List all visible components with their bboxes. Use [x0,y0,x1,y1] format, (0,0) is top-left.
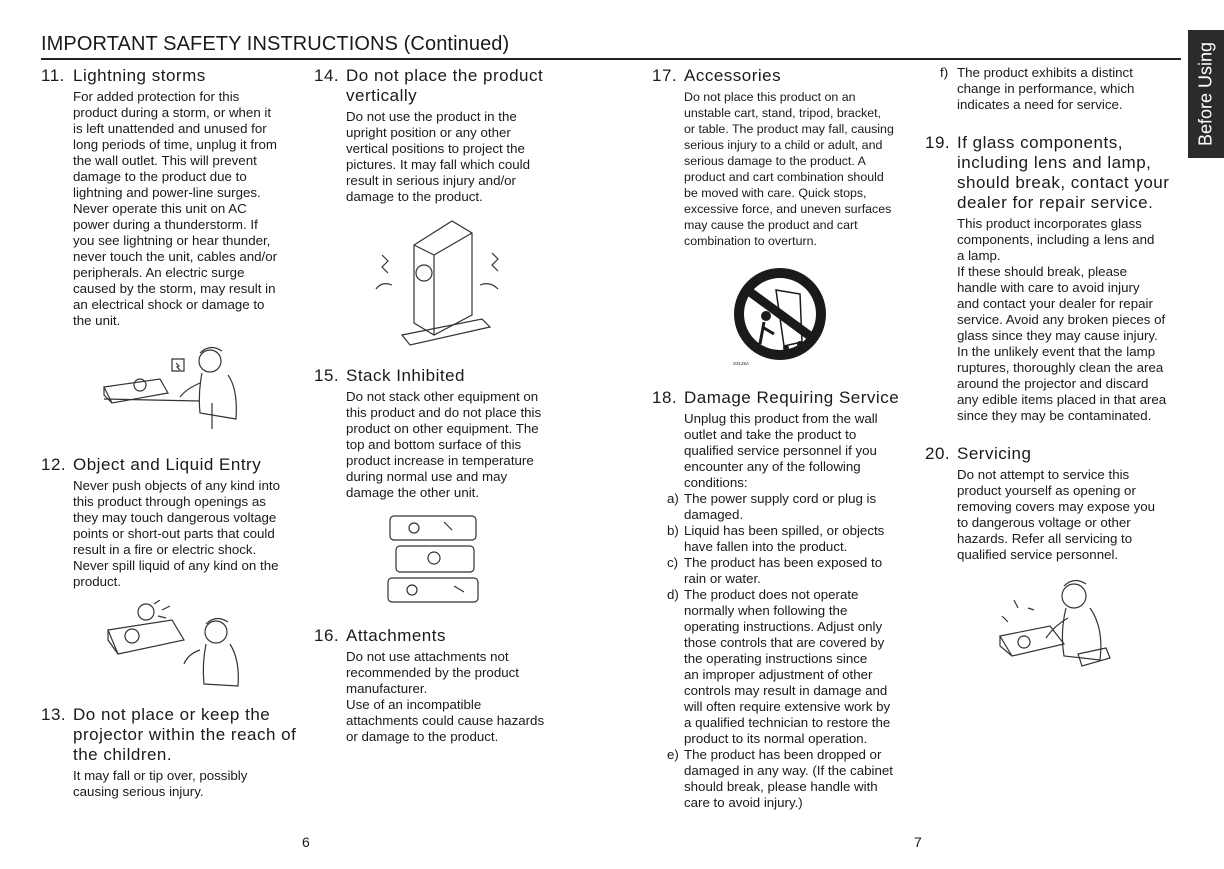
section-11 [41,66,311,329]
section-15 [314,366,569,501]
section-body: Do not attempt to service this product yourself as opening or removing covers may expose you to dangerous voltage or other hazards. Refer all servicing to qualified service personnel. [957,467,1156,562]
section-title: Do not place the product vertically [346,66,544,105]
list-marker: a) [667,491,679,506]
section-body: Do not use the product in the upright position or any other vertical positions to project the pictures. It may fall which could result in serious injury and/or damage to the product. [346,109,531,204]
page-number-left: 6 [302,834,310,850]
section-title: Lightning storms [73,66,206,85]
section-number: 14. [314,66,340,85]
servicing-illustration [994,574,1114,672]
list-text: The power supply cord or plug is damaged. [684,491,877,522]
section-19 [925,133,1187,424]
section-13 [41,705,311,800]
section-number: 20. [925,444,951,463]
section-12 [41,455,311,590]
list-marker: e) [667,747,679,762]
list-item [667,523,914,555]
vertical-projector-illustration [372,215,512,347]
section-number: 16. [314,626,340,645]
section-title: If glass components, including lens and lamp, should break, contact your dealer for repair service. [957,133,1170,212]
side-tab [1188,30,1224,158]
list-text: The product has been dropped or damaged in any way. (If the cabinet should break, please handle with care to avoid injury.) [684,747,893,810]
section-number: 12. [41,455,67,474]
section-body: Do not use attachments not recommended by the product manufacturer. Use of an incompatible attachments could cause hazards or damage to the product. [346,649,545,744]
section-title: Accessories [684,66,782,85]
section-body: Do not place this product on an unstable cart, stand, tripod, bracket, or table. The product may fall, causing serious injury to a child or adult, and serious damage to the product. A product and cart combination should be moved with care. Quick stops, excessive force, and uneven surfaces may cause the product and cart combination to overturn. [684,90,894,248]
list-item [667,555,914,587]
list-text: The product exhibits a distinct change in performance, which indicates a need for service. [957,65,1135,112]
list-item [667,587,914,747]
list-marker: f) [940,65,949,80]
section-title: Attachments [346,626,446,645]
damage-conditions-list [667,491,914,811]
side-tab-label: Before Using [1195,41,1216,147]
list-marker: d) [667,587,679,602]
section-number: 18. [652,388,678,407]
cart-warning-symbol [728,264,832,370]
list-marker: c) [667,555,679,570]
section-14 [314,66,569,205]
section-number: 11. [41,66,65,85]
page-header-title: IMPORTANT SAFETY INSTRUCTIONS (Continued) [41,33,510,55]
section-18-item-f [940,65,1180,113]
section-title: Object and Liquid Entry [73,455,262,474]
section-body: Unplug this product from the wall outlet and take the product to qualified service personnel if you encounter any of the following conditions: [684,411,878,490]
section-number: 17. [652,66,678,85]
section-body: It may fall or tip over, possibly causing serious injury. [73,768,248,799]
section-body: Never push objects of any kind into this product through openings as they may touch dangerous voltage points or short-out parts that could result in a fire or electric shock. Never spill liquid of any kind on the product. [73,478,280,589]
section-18 [652,388,914,811]
header-rule [41,58,1181,60]
list-item [667,491,914,523]
lightning-illustration [100,343,240,435]
section-title: Stack Inhibited [346,366,466,385]
liquid-entry-illustration [102,600,242,688]
section-number: 15. [314,366,340,385]
section-title: Damage Requiring Service [684,388,900,407]
list-text: Liquid has been spilled, or objects have fallen into the product. [684,523,885,554]
section-20 [925,444,1187,563]
section-number: 19. [925,133,951,152]
section-body: This product incorporates glass components, including a lens and a lamp. If these should break, please handle with care to avoid injury and contact your dealer for repair service. Avoid any broken pieces of glass since they may cause injury. In the unlikely event that the lamp ruptures, thoroughly clean the area around the projector and discard any edible items placed in that area since they may be contaminated. [957,216,1167,423]
cart-symbol-label: S3125A [733,361,750,366]
list-text: The product does not operate normally when following the operating instructions. Adjust only those controls that are covered by the operating instructions since an improper adjustment of other controls may result in damage and will often require extensive work by a qualified technician to restore the product to its normal operation. [684,587,891,746]
list-item [667,747,914,811]
stacked-equipment-illustration [384,512,484,610]
section-body: Do not stack other equipment on this product and do not place this product on other equipment. The top and bottom surface of this product increase in temperature during normal use and may damage the other unit. [346,389,542,500]
section-title: Do not place or keep the projector within the reach of the children. [73,705,297,764]
section-number: 13. [41,705,67,724]
section-17 [652,66,914,249]
section-title: Servicing [957,444,1032,463]
list-marker: b) [667,523,679,538]
section-16 [314,626,569,745]
page-number-right: 7 [914,834,922,850]
list-text: The product has been exposed to rain or water. [684,555,883,586]
section-body: For added protection for this product during a storm, or when it is left unattended and unused for long periods of time, unplug it from the wall outlet. This will prevent damage to the product due to lightning and power-line surges. Never operate this unit on AC power during a thunderstorm. If you see lightning or hear thunder, never touch the unit, cables and/or peripherals. An electric surge caused by the storm, may result in an electrical shock or damage to the unit. [73,89,278,328]
